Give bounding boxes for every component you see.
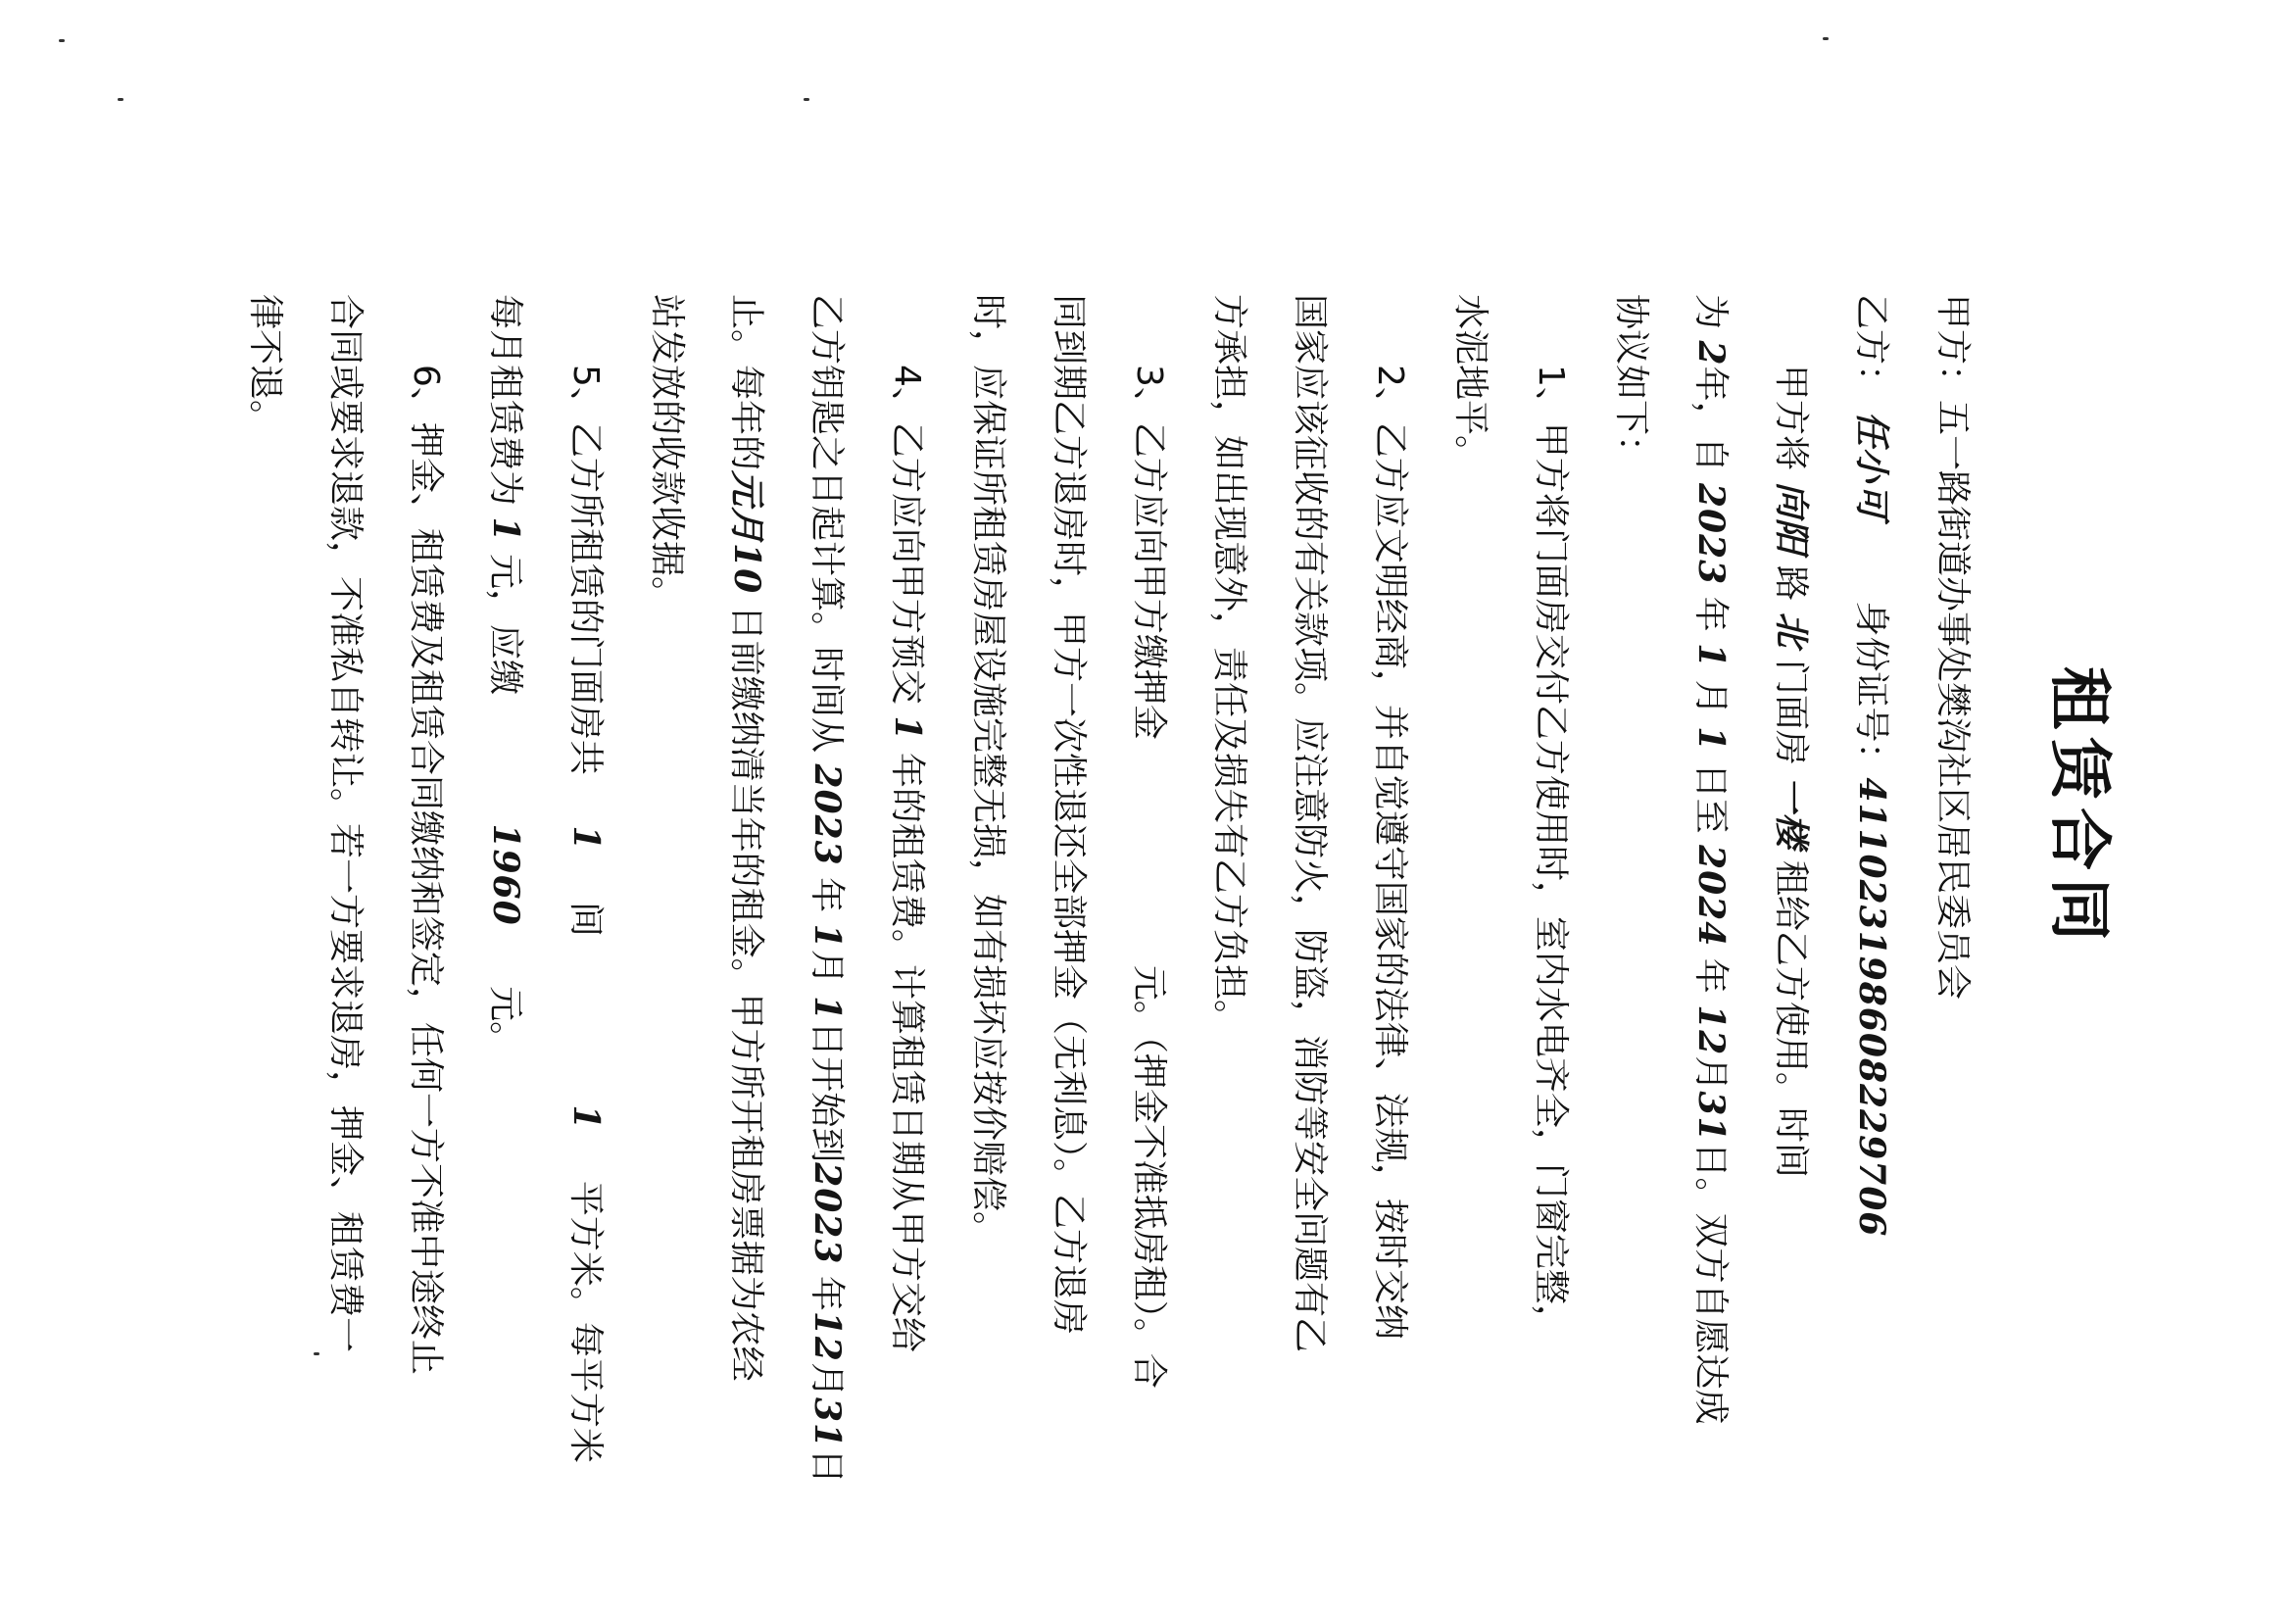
monthly-rate: 1 (485, 516, 526, 543)
party-b-line (1832, 294, 1912, 1490)
text: 年，自 (1690, 366, 1731, 472)
text: 站发放的收款收据。 (647, 294, 687, 612)
clause2-line3 (1189, 294, 1269, 1490)
end-month: 12 (1690, 1004, 1732, 1056)
start-month: 1 (1690, 643, 1732, 669)
party-a-line (1912, 294, 1992, 1490)
text: 国家应该征收的有关款项。应注意防火，防盗，消防等安全问题有乙 (1290, 294, 1330, 1353)
text: 合同或要求退款，不准私自转让。若一方要求退房，押金、租赁费一 (325, 294, 366, 1353)
text: 月 (806, 949, 847, 985)
document-title: 租赁合同 (2042, 666, 2115, 949)
contract-body (224, 294, 1992, 1490)
text: 年 (1690, 596, 1731, 632)
party-a-label: 甲方： (1932, 294, 1973, 401)
text: 水泥地平。 (1450, 294, 1490, 471)
id-label: 身份证号： (1851, 601, 1891, 778)
billing-end-year: 2023 (806, 1162, 848, 1265)
prepay-years: 1 (887, 715, 928, 742)
billing-start-year: 2023 (806, 763, 848, 866)
scan-speck (314, 1352, 319, 1355)
scan-speck (804, 98, 809, 101)
text: 止。每年的 (726, 294, 766, 471)
clause4-line1 (867, 294, 948, 1490)
text: 1、甲方将门面房交付乙方使用时，室内水电齐全，门窗完整， (1531, 365, 1571, 1340)
text: 年的租赁费。计算租赁日期从甲方交给 (887, 752, 927, 1352)
clause3-line2 (1028, 294, 1108, 1490)
party-b-name: 任小可 (1851, 411, 1892, 520)
text: 律不退。 (245, 294, 285, 436)
text: 时，应保证所租赁房屋设施完整无损，如有损坏应按价赔偿。 (968, 294, 1008, 1248)
text: 平方米。每平方米 (565, 1180, 606, 1463)
clause0-line2 (1671, 294, 1751, 1490)
clause2-line2 (1269, 294, 1349, 1490)
lease-years: 2 (1690, 340, 1732, 367)
scan-speck (118, 98, 123, 101)
clause5-line1 (546, 294, 626, 1490)
text: 月 (806, 1361, 847, 1397)
clause3-line3 (948, 294, 1028, 1490)
text: 乙方钥匙之日起计算。时间从 (806, 294, 847, 754)
id-number: 411023198608229706 (1851, 777, 1892, 1238)
text: 2、乙方应文明经商，并自觉遵守国家的法律、法规，按时交纳 (1370, 365, 1410, 1340)
clause6-line1 (385, 294, 465, 1490)
text: 日 (806, 1448, 847, 1485)
text: 路 (1771, 564, 1811, 601)
party-b-label: 乙方： (1851, 294, 1891, 401)
clause4-line3 (707, 294, 787, 1490)
scan-speck (1823, 37, 1829, 40)
clause4-line4 (626, 294, 707, 1490)
billing-end-month: 12 (806, 1310, 848, 1362)
text: 日。双方自愿达成 (1690, 1142, 1731, 1425)
text: 协议如下： (1611, 294, 1651, 471)
clause6-line2 (305, 294, 385, 1490)
billing-end-day: 31 (806, 1397, 848, 1449)
total-amount: 1960 (485, 823, 526, 926)
area: 1 (565, 1104, 607, 1131)
payment-due-date: 元月10 (726, 470, 767, 595)
text: 5、乙方所租赁的门面房共 (565, 365, 606, 775)
text: 间 (565, 901, 606, 937)
end-year: 2024 (1690, 845, 1732, 948)
text: 为 (1690, 294, 1731, 330)
clause4-line2 (787, 294, 867, 1490)
text: 元。 (485, 986, 525, 1057)
text: 元，应缴 (485, 553, 525, 695)
billing-start-day: 1 (806, 996, 848, 1022)
road-number: 北 (1771, 612, 1812, 649)
text: 每月租赁费为 (485, 294, 525, 507)
text: 日前缴纳清当年的租金。甲方所开租房票据为农经 (726, 605, 766, 1382)
clause3-line1 (1108, 294, 1189, 1490)
text: 年 (806, 1275, 847, 1311)
text: 月 (1690, 679, 1731, 715)
clause1-line2 (1430, 294, 1510, 1490)
road-name: 向阳 (1771, 481, 1812, 555)
text: 3、乙方应向甲方缴押金 (1129, 365, 1169, 740)
start-day: 1 (1690, 726, 1732, 753)
text: 租给乙方使用。时间 (1771, 859, 1811, 1178)
clause5-line2 (465, 294, 546, 1490)
text: 年 (806, 877, 847, 913)
billing-start-month: 1 (806, 923, 848, 950)
text: 6、押金、租赁费及租赁合同缴纳和签定，任何一方不准中途终止 (406, 365, 446, 1375)
text: 日至 (1690, 762, 1731, 834)
text: 元。（押金不准抵房租）。合 (1129, 964, 1169, 1389)
end-day: 31 (1690, 1091, 1732, 1143)
party-a-value: 五一路街道办事处樊沟社区居民委员会 (1932, 400, 1973, 1001)
floor: 一楼 (1771, 776, 1812, 850)
text: 同到期乙方退房时，甲方一次性退还全部押金（无利息）。乙方退房 (1049, 294, 1089, 1336)
clause6-line3 (224, 294, 305, 1490)
scan-speck (59, 39, 65, 42)
clause2-line1 (1349, 294, 1430, 1490)
clause0-line3 (1590, 294, 1671, 1490)
text: 门面房 (1771, 659, 1811, 765)
text: 年 (1690, 957, 1731, 994)
clause1-line1 (1510, 294, 1590, 1490)
start-year: 2023 (1690, 483, 1732, 586)
room-count: 1 (565, 825, 607, 852)
clause0-line1 (1751, 294, 1832, 1490)
text: 方承担，如出现意外，责任及损失有乙方负担。 (1209, 294, 1249, 1036)
text: 甲方将 (1771, 365, 1811, 471)
text: 月 (1690, 1055, 1731, 1092)
text: 4、乙方应向甲方预交 (887, 365, 927, 705)
text: 日开始到 (806, 1021, 847, 1163)
